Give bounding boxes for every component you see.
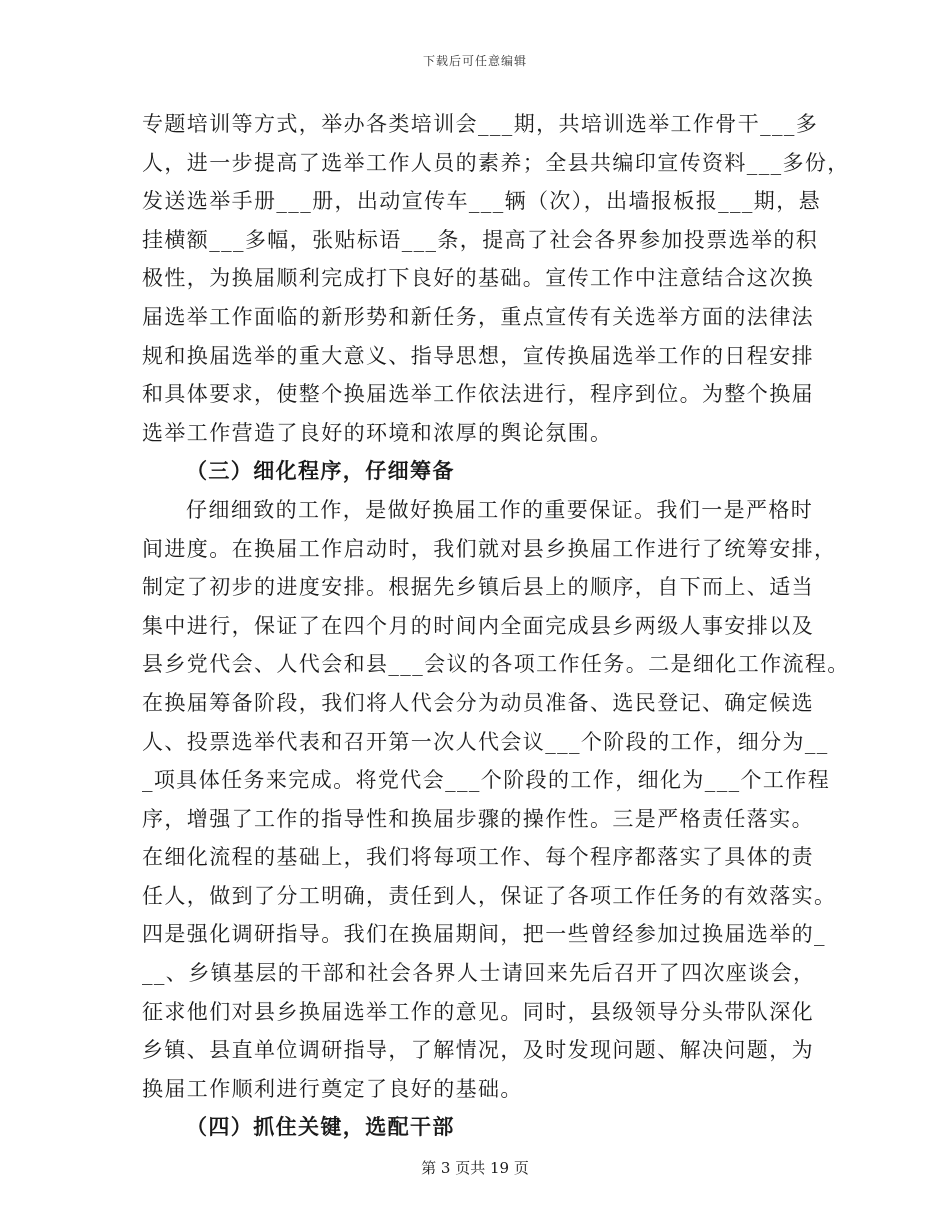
paragraph-line: 极性，为换届顺利完成打下良好的基础。宣传工作中注意结合这次换 bbox=[142, 266, 814, 291]
paragraph-line: 间进度。在换届工作启动时，我们就对县乡换届工作进行了统筹安排， bbox=[142, 536, 837, 561]
paragraph-line: 届选举工作面临的新形势和新任务，重点宣传有关选举方面的法律法 bbox=[142, 304, 814, 329]
paragraph-line: 四是强化调研指导。我们在换届期间，把一些曾经参加过换届选举的_ bbox=[142, 922, 826, 947]
paragraph-line: 发送选举手册___册，出动宣传车___辆（次），出墙报板报___期，悬 bbox=[142, 189, 821, 214]
paragraph-line: 序，增强了工作的指导性和换届步骤的操作性。三是严格责任落实。 bbox=[142, 806, 814, 831]
section-heading: （四）抓住关键，选配干部 bbox=[186, 1114, 455, 1140]
paragraph-line: 选举工作营造了良好的环境和浓厚的舆论氛围。 bbox=[142, 420, 613, 445]
document-body bbox=[142, 105, 850, 1147]
paragraph-line: 仔细细致的工作，是做好换届工作的重要保证。我们一是严格时 bbox=[186, 497, 814, 522]
paragraph-line: 在换届筹备阶段，我们将人代会分为动员准备、选民登记、确定候选 bbox=[142, 690, 814, 715]
paragraph-line: __、乡镇基层的干部和社会各界人士请回来先后召开了四次座谈会， bbox=[142, 961, 816, 986]
paragraph-line: 换届工作顺利进行奠定了良好的基础。 bbox=[142, 1076, 523, 1101]
paragraph-line: 规和换届选举的重大意义、指导思想，宣传换届选举工作的日程安排 bbox=[142, 343, 814, 368]
paragraph-line: 制定了初步的进度安排。根据先乡镇后县上的顺序，自下而上、适当 bbox=[142, 575, 814, 600]
paragraph-line: 征求他们对县乡换届选举工作的意见。同时，县级领导分头带队深化 bbox=[142, 999, 814, 1024]
paragraph-line: 专题培训等方式，举办各类培训会___期，共培训选举工作骨干___多 bbox=[142, 112, 819, 136]
page-number: 第 3 页共 19 页 bbox=[421, 1159, 529, 1177]
paragraph-line: 任人，做到了分工明确，责任到人，保证了各项工作任务的有效落实。 bbox=[142, 883, 837, 908]
page-header: 下载后可任意编辑 bbox=[422, 54, 527, 68]
paragraph-line: 集中进行，保证了在四个月的时间内全面完成县乡两级人事安排以及 bbox=[142, 613, 814, 638]
paragraph-line: 乡镇、县直单位调研指导，了解情况，及时发现问题、解决问题，为 bbox=[142, 1038, 814, 1063]
paragraph-line: 县乡党代会、人代会和县___会议的各项工作任务。二是细化工作流程。 bbox=[142, 652, 850, 677]
paragraph-line: _项具体任务来完成。将党代会___个阶段的工作，细化为___个工作程 bbox=[142, 768, 831, 793]
paragraph-line: 人，进一步提高了选举工作人员的素养；全县共编印宣传资料___多份， bbox=[142, 150, 850, 175]
paragraph-line: 挂横额___多幅，张贴标语___条，提高了社会各界参加投票选举的积 bbox=[142, 227, 819, 252]
paragraph-line: 在细化流程的基础上，我们将每项工作、每个程序都落实了具体的责 bbox=[142, 845, 814, 870]
paragraph-line: 人、投票选举代表和召开第一次人代会议___个阶段的工作，细分为__ bbox=[142, 729, 829, 754]
section-heading: （三）细化程序，仔细筹备 bbox=[186, 458, 455, 484]
paragraph-line: 和具体要求，使整个换届选举工作依法进行，程序到位。为整个换届 bbox=[142, 382, 814, 407]
